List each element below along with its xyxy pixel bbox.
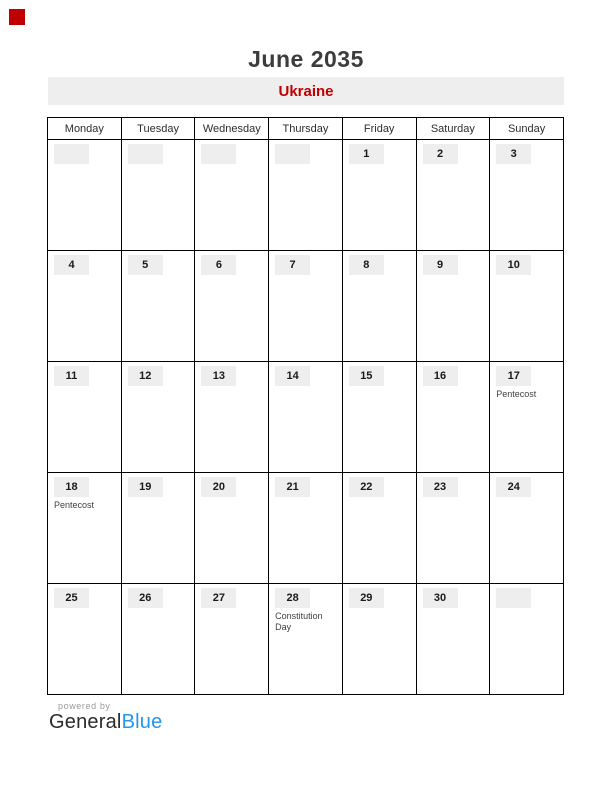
day-number-box <box>496 144 531 164</box>
weekday-header-sunday: Sunday <box>490 118 564 140</box>
generalblue-logo <box>49 711 162 734</box>
day-cell-23 <box>416 473 490 584</box>
day-cell-13 <box>195 362 269 473</box>
holiday-label: Constitution Day <box>275 611 323 632</box>
empty-day-cell <box>269 140 343 251</box>
day-number-box <box>349 366 384 386</box>
day-number: 3 <box>510 148 517 160</box>
day-number: 7 <box>289 259 296 271</box>
day-cell-10 <box>490 251 564 362</box>
day-cell-30 <box>416 584 490 695</box>
day-number-box <box>423 588 458 608</box>
day-number-box <box>275 366 310 386</box>
day-number-box <box>349 477 384 497</box>
day-number: 29 <box>360 592 373 604</box>
day-number-box <box>423 255 458 275</box>
day-cell-12 <box>121 362 195 473</box>
day-number: 21 <box>286 481 299 493</box>
day-number: 17 <box>507 370 520 382</box>
day-number-box <box>201 477 236 497</box>
day-cell-27 <box>195 584 269 695</box>
day-number: 13 <box>212 370 226 382</box>
weekday-header-thursday: Thursday <box>269 118 343 140</box>
day-number: 9 <box>436 259 444 271</box>
red-corner-marker <box>9 9 25 25</box>
day-cell-20 <box>195 473 269 584</box>
country-label: Ukraine <box>278 82 334 100</box>
day-number: 12 <box>139 370 152 382</box>
empty-day-cell <box>121 140 195 251</box>
day-cell-11 <box>48 362 122 473</box>
day-cell-6 <box>195 251 269 362</box>
weekday-header-wednesday: Wednesday <box>195 118 269 140</box>
day-number-box <box>349 588 384 608</box>
powered-by-label: powered by <box>58 701 111 711</box>
day-number: 30 <box>433 592 447 604</box>
day-number: 16 <box>433 370 447 382</box>
day-cell-5 <box>121 251 195 362</box>
day-cell-14 <box>269 362 343 473</box>
day-number: 28 <box>286 592 299 604</box>
page-title: June 2035 <box>248 46 364 72</box>
day-number-box <box>54 144 89 164</box>
day-number-box <box>201 588 236 608</box>
day-cell-29 <box>342 584 416 695</box>
day-cell-22 <box>342 473 416 584</box>
week-row <box>48 140 564 251</box>
day-cell-3 <box>490 140 564 251</box>
day-number: 8 <box>363 259 370 271</box>
day-number-box <box>201 366 236 386</box>
weekday-header-tuesday: Tuesday <box>121 118 195 140</box>
empty-day-cell <box>195 140 269 251</box>
weekday-header-friday: Friday <box>342 118 416 140</box>
day-cell-18 <box>48 473 122 584</box>
day-number-box <box>128 255 163 275</box>
day-number-box <box>201 255 236 275</box>
day-number-box <box>349 144 384 164</box>
day-number: 1 <box>363 148 370 160</box>
day-number-box <box>423 366 458 386</box>
day-number-box <box>54 477 89 497</box>
day-cell-24 <box>490 473 564 584</box>
day-number: 18 <box>65 481 78 493</box>
weekday-header-monday: Monday <box>48 118 122 140</box>
day-number-box <box>54 588 89 608</box>
empty-day-cell <box>48 140 122 251</box>
day-number: 2 <box>436 148 444 160</box>
weekday-header-row <box>48 118 564 140</box>
day-number: 11 <box>65 370 78 382</box>
day-number-box <box>54 255 89 275</box>
day-cell-16 <box>416 362 490 473</box>
day-number: 6 <box>215 259 222 271</box>
day-number-box <box>201 144 236 164</box>
day-number-box <box>496 477 531 497</box>
day-number: 5 <box>142 259 149 271</box>
day-number-box <box>275 477 310 497</box>
day-cell-8 <box>342 251 416 362</box>
week-row <box>48 473 564 584</box>
day-number: 14 <box>286 370 299 382</box>
day-number-box <box>275 588 310 608</box>
day-cell-2 <box>416 140 490 251</box>
day-cell-21 <box>269 473 343 584</box>
day-number-box <box>275 255 310 275</box>
day-number: 24 <box>507 481 520 493</box>
day-cell-26 <box>121 584 195 695</box>
day-number-box <box>54 366 89 386</box>
day-number-box <box>423 144 458 164</box>
day-number-box <box>496 366 531 386</box>
day-cell-17 <box>490 362 564 473</box>
day-cell-25 <box>48 584 122 695</box>
day-number: 20 <box>212 481 226 493</box>
calendar-table <box>47 117 564 695</box>
day-cell-19 <box>121 473 195 584</box>
day-number: 26 <box>139 592 152 604</box>
day-number: 23 <box>433 481 447 493</box>
logo-text-blue: Blue <box>121 711 163 733</box>
day-number-box <box>128 588 163 608</box>
day-number: 25 <box>65 592 78 604</box>
day-cell-28 <box>269 584 343 695</box>
day-number-box <box>128 477 163 497</box>
country-band <box>48 77 564 105</box>
empty-day-cell <box>490 584 564 695</box>
day-cell-1 <box>342 140 416 251</box>
day-number-box <box>275 144 310 164</box>
day-number-box <box>423 477 458 497</box>
day-cell-7 <box>269 251 343 362</box>
day-number-box <box>128 366 163 386</box>
week-row <box>48 251 564 362</box>
day-cell-4 <box>48 251 122 362</box>
weekday-header-saturday: Saturday <box>416 118 490 140</box>
logo-text-general: General <box>49 711 122 733</box>
day-number: 22 <box>360 481 373 493</box>
day-cell-15 <box>342 362 416 473</box>
week-row <box>48 362 564 473</box>
day-cell-9 <box>416 251 490 362</box>
day-number-box <box>496 588 531 608</box>
holiday-label: Pentecost <box>496 389 537 399</box>
day-number: 4 <box>68 259 75 271</box>
holiday-label: Pentecost <box>54 500 95 510</box>
week-row <box>48 584 564 695</box>
day-number: 15 <box>360 370 373 382</box>
day-number: 19 <box>139 481 152 493</box>
day-number-box <box>128 144 163 164</box>
day-number-box <box>349 255 384 275</box>
day-number: 27 <box>212 592 226 604</box>
day-number: 10 <box>507 259 520 271</box>
day-number-box <box>496 255 531 275</box>
